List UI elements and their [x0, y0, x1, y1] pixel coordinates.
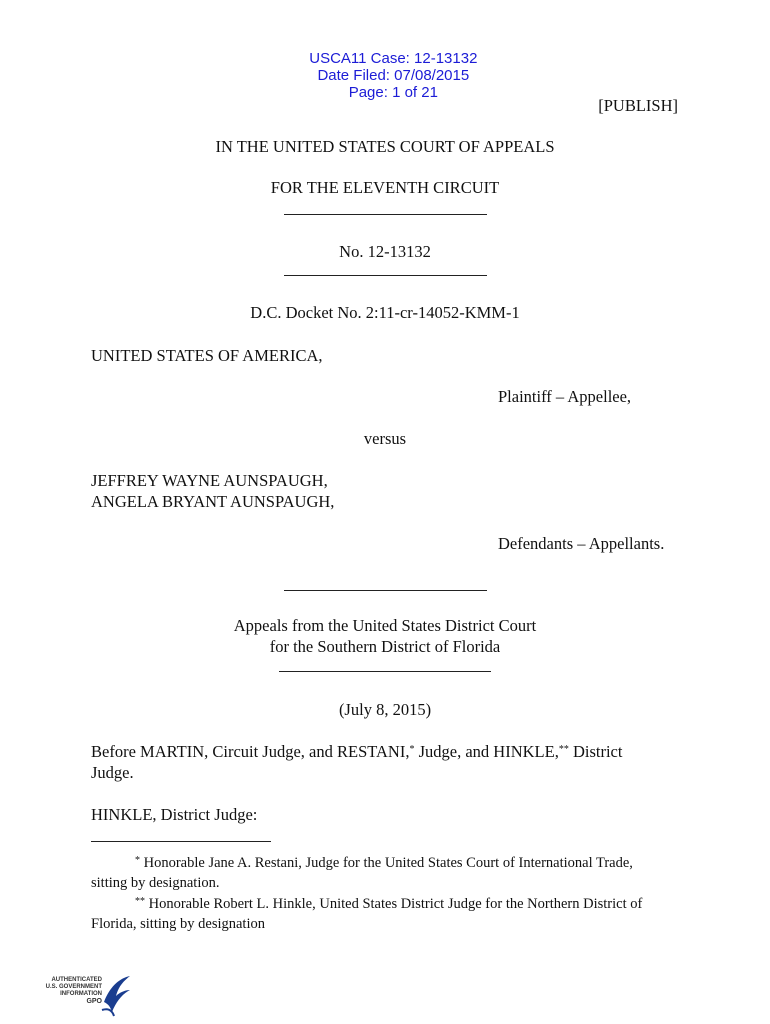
separator-rule-4: [279, 671, 491, 672]
docket-number: D.C. Docket No. 2:11-cr-14052-KMM-1: [250, 303, 520, 322]
footnote-1-mark: *: [135, 855, 140, 866]
footnote-2-line-2: Florida, sitting by designation: [91, 916, 265, 932]
panel-line-2: Judge.: [91, 763, 134, 782]
seal-line-4: GPO: [86, 998, 102, 1005]
appeal-source-line-2: for the Southern District of Florida: [269, 637, 501, 656]
footnote-divider: [91, 841, 271, 842]
court-name: IN THE UNITED STATES COURT OF APPEALS: [215, 137, 555, 156]
footnote-1-text: Honorable Jane A. Restani, Judge for the United States Court of International Trade,: [140, 855, 633, 871]
defendant-name-1: JEFFREY WAYNE AUNSPAUGH,: [91, 471, 328, 490]
plaintiff-role: Plaintiff – Appellee,: [498, 387, 632, 406]
footnote-1-line-2: sitting by designation.: [91, 875, 220, 891]
footnote-2-mark: **: [135, 896, 145, 907]
versus-text: versus: [363, 429, 407, 448]
header-page-count: Page: 1 of 21: [348, 84, 438, 101]
footnote-2-text: Honorable Robert L. Hinkle, United States District Judge for the Northern District of: [145, 896, 643, 912]
separator-rule-1: [284, 214, 487, 215]
separator-rule-3: [284, 590, 487, 591]
header-date-filed: Date Filed: 07/08/2015: [317, 67, 470, 84]
eagle-emblem-icon: [100, 972, 132, 1018]
panel-text-3: District: [568, 742, 623, 761]
seal-line-3: INFORMATION: [60, 991, 102, 997]
separator-rule-2: [284, 275, 487, 276]
publish-tag: [PUBLISH]: [598, 96, 678, 115]
circuit-name: FOR THE ELEVENTH CIRCUIT: [270, 178, 500, 197]
case-number: No. 12-13132: [339, 242, 431, 261]
defendant-name-2: ANGELA BRYANT AUNSPAUGH,: [91, 492, 335, 511]
gpo-authentication-seal: [44, 972, 134, 1018]
panel-text-1: Before MARTIN, Circuit Judge, and RESTANI,: [91, 742, 410, 761]
decision-date: (July 8, 2015): [338, 700, 432, 719]
panel-text-2: Judge, and HINKLE,: [414, 742, 559, 761]
footnote-1-line-1: [135, 853, 633, 873]
opinion-author: HINKLE, District Judge:: [91, 805, 258, 824]
footnote-ref-2: **: [558, 744, 569, 755]
seal-text: [44, 977, 102, 1005]
plaintiff-name: UNITED STATES OF AMERICA,: [91, 346, 323, 365]
footnote-ref-1: *: [409, 744, 415, 755]
header-case-number: USCA11 Case: 12-13132: [309, 50, 478, 67]
appeal-source-line-1: Appeals from the United States District Court: [233, 616, 537, 635]
footnote-2-line-1: [135, 894, 642, 914]
seal-line-1: AUTHENTICATED: [51, 977, 102, 983]
seal-line-2: U.S. GOVERNMENT: [45, 984, 102, 990]
defendant-role: Defendants – Appellants.: [498, 534, 665, 553]
panel-line-1: [91, 741, 622, 762]
